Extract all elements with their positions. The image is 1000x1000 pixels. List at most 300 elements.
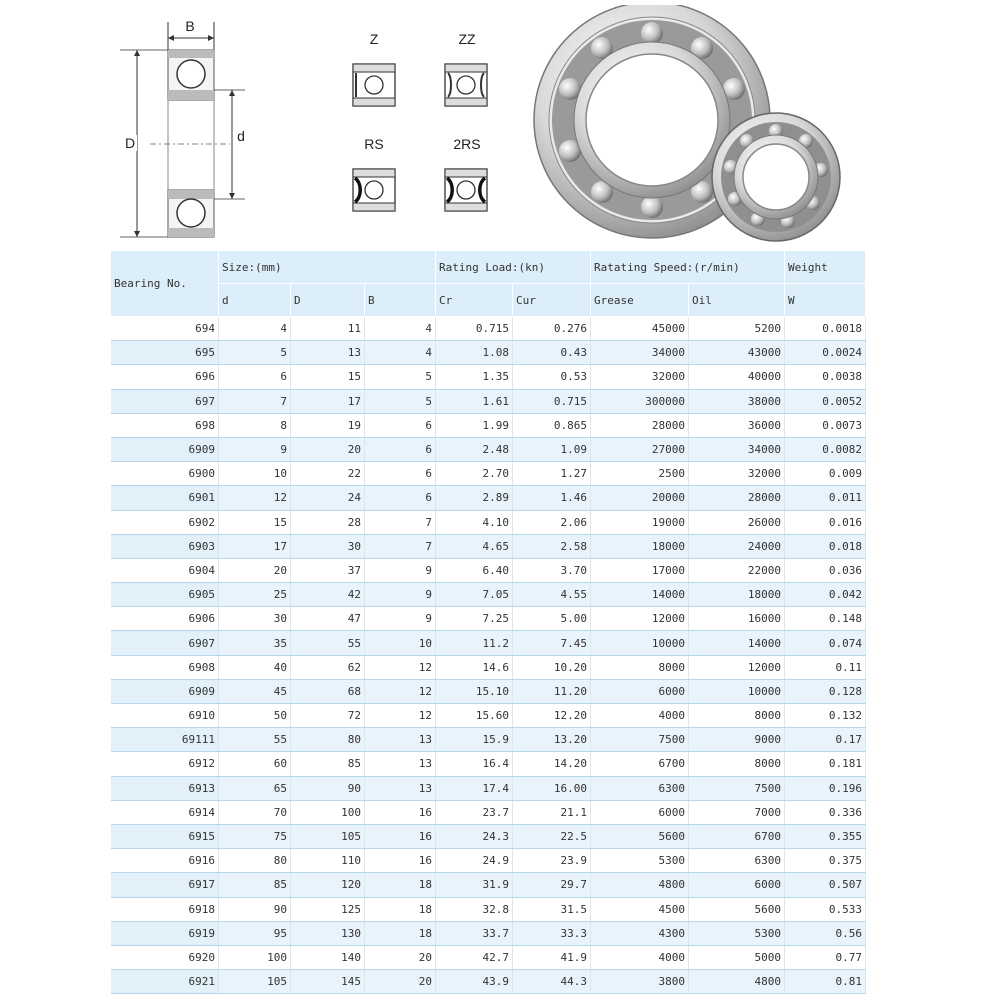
cell-weight: 0.0073: [785, 413, 866, 437]
cell-oil: 5300: [689, 921, 785, 945]
cell-D: 22: [291, 462, 365, 486]
cell-weight: 0.181: [785, 752, 866, 776]
cell-oil: 6300: [689, 849, 785, 873]
table-row: [111, 462, 866, 486]
cell-d: 100: [219, 945, 291, 969]
cell-cr: 33.7: [436, 921, 513, 945]
header-static-load: Cur: [513, 284, 591, 317]
cell-bearing-no: 6919: [111, 921, 219, 945]
cell-cr: 17.4: [436, 776, 513, 800]
cell-weight: 0.148: [785, 607, 866, 631]
cell-cr: 7.25: [436, 607, 513, 631]
bearing-seal-rs-icon: [352, 168, 396, 212]
cell-oil: 7000: [689, 800, 785, 824]
cell-bearing-no: 6914: [111, 800, 219, 824]
seal-label-2rs: 2RS: [453, 136, 481, 152]
cell-d: 95: [219, 921, 291, 945]
cell-bearing-no: 69111: [111, 728, 219, 752]
cell-weight: 0.375: [785, 849, 866, 873]
cell-d: 60: [219, 752, 291, 776]
cell-oil: 40000: [689, 365, 785, 389]
cell-weight: 0.0052: [785, 389, 866, 413]
bearing-spec-table: [110, 250, 866, 994]
cell-bearing-no: 696: [111, 365, 219, 389]
cell-grease: 20000: [591, 486, 689, 510]
table-row: [111, 849, 866, 873]
cell-D: 140: [291, 945, 365, 969]
header-inner-diameter: d: [219, 284, 291, 317]
cell-B: 10: [365, 631, 436, 655]
cell-B: 18: [365, 921, 436, 945]
cell-cr: 6.40: [436, 558, 513, 582]
cell-cr: 1.35: [436, 365, 513, 389]
cell-grease: 3800: [591, 970, 689, 994]
table-row: [111, 945, 866, 969]
cell-B: 13: [365, 728, 436, 752]
cell-B: 13: [365, 776, 436, 800]
cell-cr: 32.8: [436, 897, 513, 921]
cell-cr: 1.61: [436, 389, 513, 413]
width-dimension-label: B: [180, 18, 200, 34]
header-size-group: Size:(mm): [219, 251, 436, 284]
cell-D: 105: [291, 824, 365, 848]
cell-B: 4: [365, 341, 436, 365]
cell-bearing-no: 697: [111, 389, 219, 413]
cell-oil: 5000: [689, 945, 785, 969]
cell-B: 12: [365, 704, 436, 728]
cell-D: 19: [291, 413, 365, 437]
table-row: [111, 897, 866, 921]
table-row: [111, 486, 866, 510]
cell-weight: 0.336: [785, 800, 866, 824]
cell-D: 85: [291, 752, 365, 776]
cell-cur: 1.27: [513, 462, 591, 486]
cell-d: 20: [219, 558, 291, 582]
cell-weight: 0.132: [785, 704, 866, 728]
cell-oil: 32000: [689, 462, 785, 486]
cell-cur: 16.00: [513, 776, 591, 800]
cell-oil: 38000: [689, 389, 785, 413]
outer-diameter-label: D: [124, 135, 136, 151]
cell-oil: 26000: [689, 510, 785, 534]
header-rating-load-group: Rating Load:(kn): [436, 251, 591, 284]
header-rotating-speed-group: Ratating Speed:(r/min): [591, 251, 785, 284]
cell-weight: 0.196: [785, 776, 866, 800]
cell-d: 12: [219, 486, 291, 510]
cell-cur: 13.20: [513, 728, 591, 752]
cell-B: 16: [365, 849, 436, 873]
cell-D: 125: [291, 897, 365, 921]
cell-grease: 4300: [591, 921, 689, 945]
cell-weight: 0.81: [785, 970, 866, 994]
cell-cr: 15.10: [436, 679, 513, 703]
cell-D: 11: [291, 317, 365, 341]
cell-weight: 0.009: [785, 462, 866, 486]
header-dynamic-load: Cr: [436, 284, 513, 317]
cell-d: 55: [219, 728, 291, 752]
cell-cur: 29.7: [513, 873, 591, 897]
cell-d: 8: [219, 413, 291, 437]
cell-oil: 6000: [689, 873, 785, 897]
cell-D: 17: [291, 389, 365, 413]
cell-D: 28: [291, 510, 365, 534]
cell-cur: 0.53: [513, 365, 591, 389]
table-row: [111, 389, 866, 413]
cell-grease: 17000: [591, 558, 689, 582]
cell-B: 7: [365, 510, 436, 534]
cell-bearing-no: 6903: [111, 534, 219, 558]
cell-B: 6: [365, 437, 436, 461]
header-weight: W: [785, 284, 866, 317]
cell-cur: 2.06: [513, 510, 591, 534]
cell-B: 16: [365, 824, 436, 848]
table-sub-header-row: [111, 284, 866, 317]
cell-grease: 6700: [591, 752, 689, 776]
cell-cur: 22.5: [513, 824, 591, 848]
cell-bearing-no: 6910: [111, 704, 219, 728]
cell-bearing-no: 6908: [111, 655, 219, 679]
cell-cur: 4.55: [513, 583, 591, 607]
cell-cr: 7.05: [436, 583, 513, 607]
cell-cur: 44.3: [513, 970, 591, 994]
cell-B: 7: [365, 534, 436, 558]
cell-cr: 15.60: [436, 704, 513, 728]
table-row: [111, 728, 866, 752]
cell-bearing-no: 6912: [111, 752, 219, 776]
cell-cur: 3.70: [513, 558, 591, 582]
cell-grease: 19000: [591, 510, 689, 534]
cell-weight: 0.0018: [785, 317, 866, 341]
cell-cur: 1.46: [513, 486, 591, 510]
cell-grease: 27000: [591, 437, 689, 461]
cell-oil: 8000: [689, 704, 785, 728]
cell-cr: 14.6: [436, 655, 513, 679]
cell-weight: 0.507: [785, 873, 866, 897]
cell-D: 24: [291, 486, 365, 510]
cell-weight: 0.17: [785, 728, 866, 752]
cell-grease: 5600: [591, 824, 689, 848]
cell-d: 65: [219, 776, 291, 800]
header-bearing-no: Bearing No.: [111, 251, 219, 317]
cell-D: 13: [291, 341, 365, 365]
cell-oil: 6700: [689, 824, 785, 848]
table-row: [111, 583, 866, 607]
cell-oil: 5600: [689, 897, 785, 921]
cell-bearing-no: 698: [111, 413, 219, 437]
cell-bearing-no: 6901: [111, 486, 219, 510]
cell-cr: 2.70: [436, 462, 513, 486]
table-row: [111, 921, 866, 945]
cell-grease: 300000: [591, 389, 689, 413]
cell-cur: 5.00: [513, 607, 591, 631]
cell-d: 50: [219, 704, 291, 728]
cell-cr: 0.715: [436, 317, 513, 341]
cell-weight: 0.036: [785, 558, 866, 582]
cell-cur: 1.09: [513, 437, 591, 461]
cell-weight: 0.0038: [785, 365, 866, 389]
cell-weight: 0.11: [785, 655, 866, 679]
cell-cr: 31.9: [436, 873, 513, 897]
cell-bearing-no: 6906: [111, 607, 219, 631]
header-oil-speed: Oil: [689, 284, 785, 317]
cell-grease: 34000: [591, 341, 689, 365]
table-row: [111, 534, 866, 558]
cell-cur: 21.1: [513, 800, 591, 824]
cell-D: 145: [291, 970, 365, 994]
cell-d: 85: [219, 873, 291, 897]
cell-cur: 2.58: [513, 534, 591, 558]
cell-oil: 5200: [689, 317, 785, 341]
cell-d: 40: [219, 655, 291, 679]
cell-B: 20: [365, 970, 436, 994]
cell-cur: 33.3: [513, 921, 591, 945]
header-grease-speed: Grease: [591, 284, 689, 317]
cell-oil: 9000: [689, 728, 785, 752]
table-row: [111, 873, 866, 897]
cell-bearing-no: 6902: [111, 510, 219, 534]
cross-section-icon: [110, 10, 270, 240]
cell-grease: 14000: [591, 583, 689, 607]
cell-weight: 0.56: [785, 921, 866, 945]
cell-bearing-no: 6905: [111, 583, 219, 607]
cell-B: 9: [365, 583, 436, 607]
cell-cur: 0.43: [513, 341, 591, 365]
cell-bearing-no: 6909: [111, 437, 219, 461]
cell-D: 130: [291, 921, 365, 945]
cell-B: 5: [365, 365, 436, 389]
table-row: [111, 510, 866, 534]
cell-cr: 4.10: [436, 510, 513, 534]
cell-oil: 4800: [689, 970, 785, 994]
cell-cur: 0.276: [513, 317, 591, 341]
cell-weight: 0.77: [785, 945, 866, 969]
table-row: [111, 317, 866, 341]
cell-weight: 0.355: [785, 824, 866, 848]
cell-D: 90: [291, 776, 365, 800]
cell-cur: 0.715: [513, 389, 591, 413]
table-body: [111, 317, 866, 994]
cell-grease: 32000: [591, 365, 689, 389]
cell-weight: 0.533: [785, 897, 866, 921]
cell-grease: 6000: [591, 679, 689, 703]
cell-D: 72: [291, 704, 365, 728]
cell-cr: 1.99: [436, 413, 513, 437]
table-row: [111, 365, 866, 389]
cell-B: 6: [365, 413, 436, 437]
cell-d: 70: [219, 800, 291, 824]
cell-grease: 10000: [591, 631, 689, 655]
cell-bearing-no: 6918: [111, 897, 219, 921]
cell-cur: 0.865: [513, 413, 591, 437]
cell-cr: 2.89: [436, 486, 513, 510]
bearing-seal-2rs-icon: [444, 168, 488, 212]
cell-oil: 34000: [689, 437, 785, 461]
table-row: [111, 970, 866, 994]
cell-d: 4: [219, 317, 291, 341]
cell-B: 12: [365, 655, 436, 679]
cell-cur: 31.5: [513, 897, 591, 921]
cell-bearing-no: 6917: [111, 873, 219, 897]
cell-D: 37: [291, 558, 365, 582]
cell-oil: 18000: [689, 583, 785, 607]
cell-grease: 4500: [591, 897, 689, 921]
header-weight-group: Weight: [785, 251, 866, 284]
cell-d: 45: [219, 679, 291, 703]
cell-bearing-no: 694: [111, 317, 219, 341]
cell-d: 6: [219, 365, 291, 389]
cell-cur: 14.20: [513, 752, 591, 776]
cell-oil: 12000: [689, 655, 785, 679]
cell-grease: 7500: [591, 728, 689, 752]
cell-D: 68: [291, 679, 365, 703]
cell-cur: 41.9: [513, 945, 591, 969]
cell-weight: 0.011: [785, 486, 866, 510]
cell-cr: 1.08: [436, 341, 513, 365]
cell-oil: 43000: [689, 341, 785, 365]
cell-bearing-no: 6916: [111, 849, 219, 873]
table-group-header-row: [111, 251, 866, 284]
cell-oil: 10000: [689, 679, 785, 703]
cell-B: 18: [365, 897, 436, 921]
cell-weight: 0.018: [785, 534, 866, 558]
cell-oil: 24000: [689, 534, 785, 558]
cell-cur: 12.20: [513, 704, 591, 728]
cell-d: 105: [219, 970, 291, 994]
cell-bearing-no: 6913: [111, 776, 219, 800]
table-row: [111, 631, 866, 655]
cell-cr: 16.4: [436, 752, 513, 776]
cell-B: 16: [365, 800, 436, 824]
cell-d: 5: [219, 341, 291, 365]
cell-cr: 43.9: [436, 970, 513, 994]
cell-bearing-no: 6921: [111, 970, 219, 994]
cell-D: 30: [291, 534, 365, 558]
cell-B: 9: [365, 607, 436, 631]
cell-weight: 0.0082: [785, 437, 866, 461]
table-row: [111, 558, 866, 582]
cell-cr: 2.48: [436, 437, 513, 461]
cell-oil: 7500: [689, 776, 785, 800]
header-width: B: [365, 284, 436, 317]
cell-grease: 4000: [591, 945, 689, 969]
cell-d: 10: [219, 462, 291, 486]
cell-cr: 4.65: [436, 534, 513, 558]
table-row: [111, 800, 866, 824]
cell-bearing-no: 6904: [111, 558, 219, 582]
table-row: [111, 413, 866, 437]
cell-B: 6: [365, 462, 436, 486]
cell-weight: 0.042: [785, 583, 866, 607]
inner-diameter-label: d: [237, 128, 245, 144]
cell-cur: 10.20: [513, 655, 591, 679]
cell-d: 35: [219, 631, 291, 655]
cell-cr: 23.7: [436, 800, 513, 824]
seal-label-z: Z: [369, 31, 379, 47]
cell-d: 30: [219, 607, 291, 631]
cell-grease: 2500: [591, 462, 689, 486]
cell-weight: 0.016: [785, 510, 866, 534]
table-row: [111, 752, 866, 776]
cell-D: 80: [291, 728, 365, 752]
cell-cur: 23.9: [513, 849, 591, 873]
cell-B: 12: [365, 679, 436, 703]
cell-grease: 4800: [591, 873, 689, 897]
cell-grease: 8000: [591, 655, 689, 679]
cell-D: 100: [291, 800, 365, 824]
cell-grease: 5300: [591, 849, 689, 873]
cell-d: 25: [219, 583, 291, 607]
cell-B: 20: [365, 945, 436, 969]
table-row: [111, 679, 866, 703]
cell-bearing-no: 695: [111, 341, 219, 365]
cell-D: 120: [291, 873, 365, 897]
seal-types-panel: [340, 25, 510, 225]
cell-B: 5: [365, 389, 436, 413]
cell-bearing-no: 6907: [111, 631, 219, 655]
cell-grease: 4000: [591, 704, 689, 728]
cell-d: 90: [219, 897, 291, 921]
cell-cur: 11.20: [513, 679, 591, 703]
table-row: [111, 341, 866, 365]
cell-D: 20: [291, 437, 365, 461]
cell-D: 47: [291, 607, 365, 631]
header-outer-diameter: D: [291, 284, 365, 317]
cell-B: 6: [365, 486, 436, 510]
table-row: [111, 824, 866, 848]
table-row: [111, 437, 866, 461]
table-row: [111, 776, 866, 800]
cell-bearing-no: 6909: [111, 679, 219, 703]
cell-grease: 18000: [591, 534, 689, 558]
cell-oil: 22000: [689, 558, 785, 582]
cell-D: 15: [291, 365, 365, 389]
table-row: [111, 704, 866, 728]
cell-weight: 0.074: [785, 631, 866, 655]
cell-d: 15: [219, 510, 291, 534]
cell-oil: 16000: [689, 607, 785, 631]
cell-bearing-no: 6900: [111, 462, 219, 486]
table-row: [111, 655, 866, 679]
cell-grease: 45000: [591, 317, 689, 341]
cell-D: 62: [291, 655, 365, 679]
cell-D: 42: [291, 583, 365, 607]
bearing-shield-z-icon: [352, 63, 396, 107]
cell-B: 9: [365, 558, 436, 582]
cell-weight: 0.0024: [785, 341, 866, 365]
cell-grease: 6300: [591, 776, 689, 800]
cell-B: 18: [365, 873, 436, 897]
cell-cr: 42.7: [436, 945, 513, 969]
cell-bearing-no: 6920: [111, 945, 219, 969]
ball-bearing-photo: [530, 5, 860, 245]
cell-B: 13: [365, 752, 436, 776]
cell-d: 80: [219, 849, 291, 873]
cell-cr: 24.9: [436, 849, 513, 873]
cell-oil: 14000: [689, 631, 785, 655]
seal-label-rs: RS: [364, 136, 384, 152]
bearing-cross-section-diagram: [110, 10, 270, 240]
cell-cur: 7.45: [513, 631, 591, 655]
table-row: [111, 607, 866, 631]
cell-oil: 28000: [689, 486, 785, 510]
cell-D: 110: [291, 849, 365, 873]
cell-weight: 0.128: [785, 679, 866, 703]
cell-d: 75: [219, 824, 291, 848]
cell-grease: 12000: [591, 607, 689, 631]
cell-cr: 15.9: [436, 728, 513, 752]
cell-D: 55: [291, 631, 365, 655]
cell-B: 4: [365, 317, 436, 341]
